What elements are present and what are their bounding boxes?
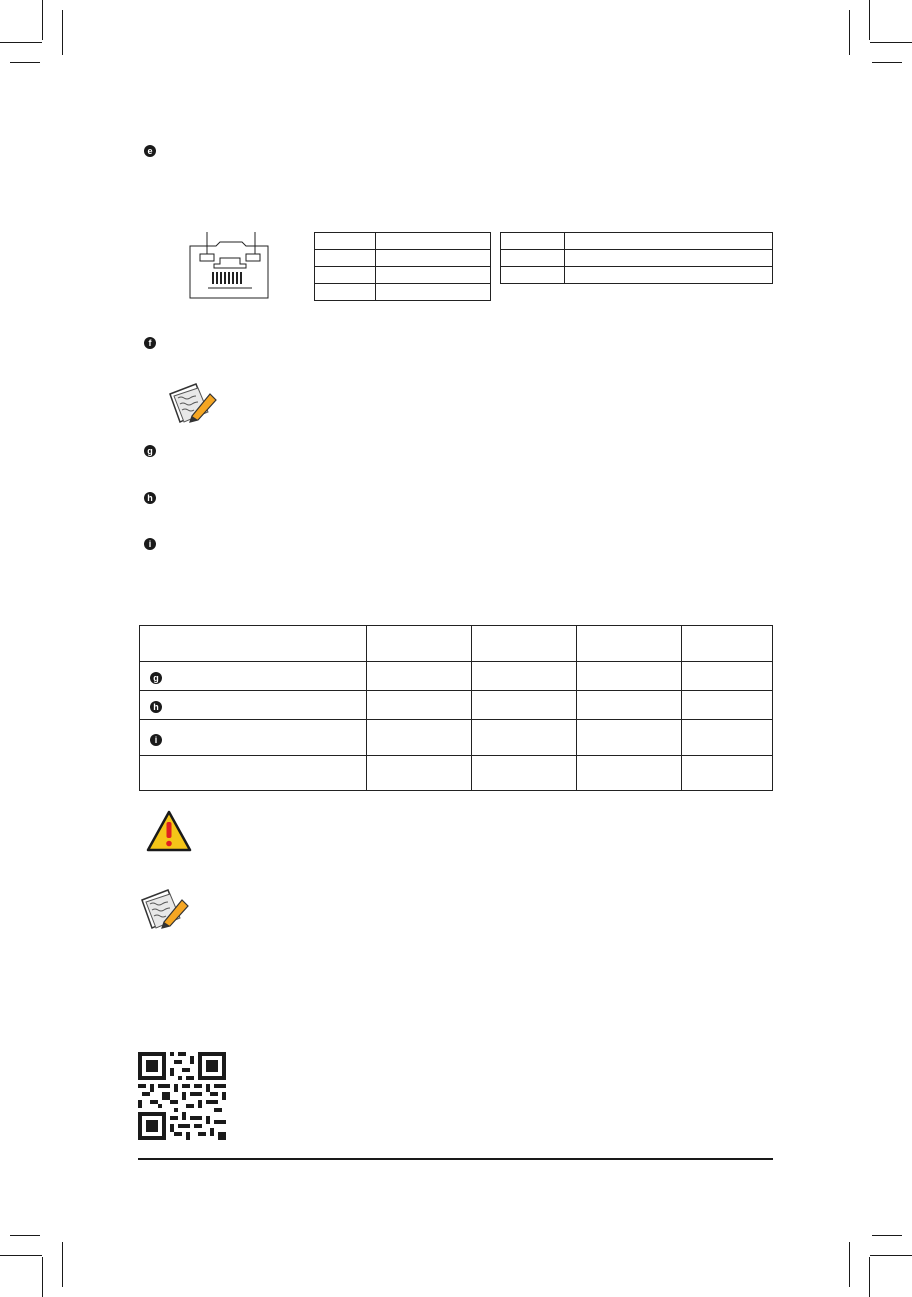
crop-mark [870,1255,912,1256]
footer-rule [138,1158,773,1160]
crop-mark [849,10,850,55]
table-row [315,250,491,267]
table-row [501,267,773,284]
crop-mark [872,62,902,63]
crop-mark [42,1257,43,1297]
crop-mark [849,1242,850,1287]
crop-mark [869,1257,870,1297]
crop-mark [872,1235,902,1236]
warning-triangle-icon [146,810,192,852]
crop-mark [10,1235,40,1236]
crop-mark [869,0,870,40]
qr-code-icon[interactable] [138,1052,226,1140]
crop-mark [870,42,912,43]
table-row [501,233,773,250]
crop-mark [10,62,40,63]
section-marker-i: i [144,538,156,550]
row-marker-i: i [150,734,162,746]
crop-mark [62,1242,63,1287]
table-row [140,626,773,662]
audio-config-table [139,625,773,791]
section-marker-f: f [144,337,156,349]
table-row [140,691,773,720]
section-marker-h: h [144,492,156,504]
lan-port-diagram [180,228,280,300]
table-row [315,233,491,250]
note-pencil-icon [166,380,218,428]
section-marker-g: g [144,445,156,457]
note-pencil-icon [138,886,190,934]
table-row [315,267,491,284]
table-row [140,662,773,691]
crop-mark [62,10,63,55]
row-marker-h: h [150,701,162,713]
led-table-right [500,232,773,284]
table-row [140,720,773,756]
table-row [501,250,773,267]
row-marker-g: g [150,672,162,684]
led-table-left [314,232,491,301]
table-row [315,284,491,301]
section-marker-e: e [144,145,156,157]
crop-mark [0,42,42,43]
table-row [140,756,773,791]
crop-mark [42,0,43,40]
crop-mark [0,1255,42,1256]
